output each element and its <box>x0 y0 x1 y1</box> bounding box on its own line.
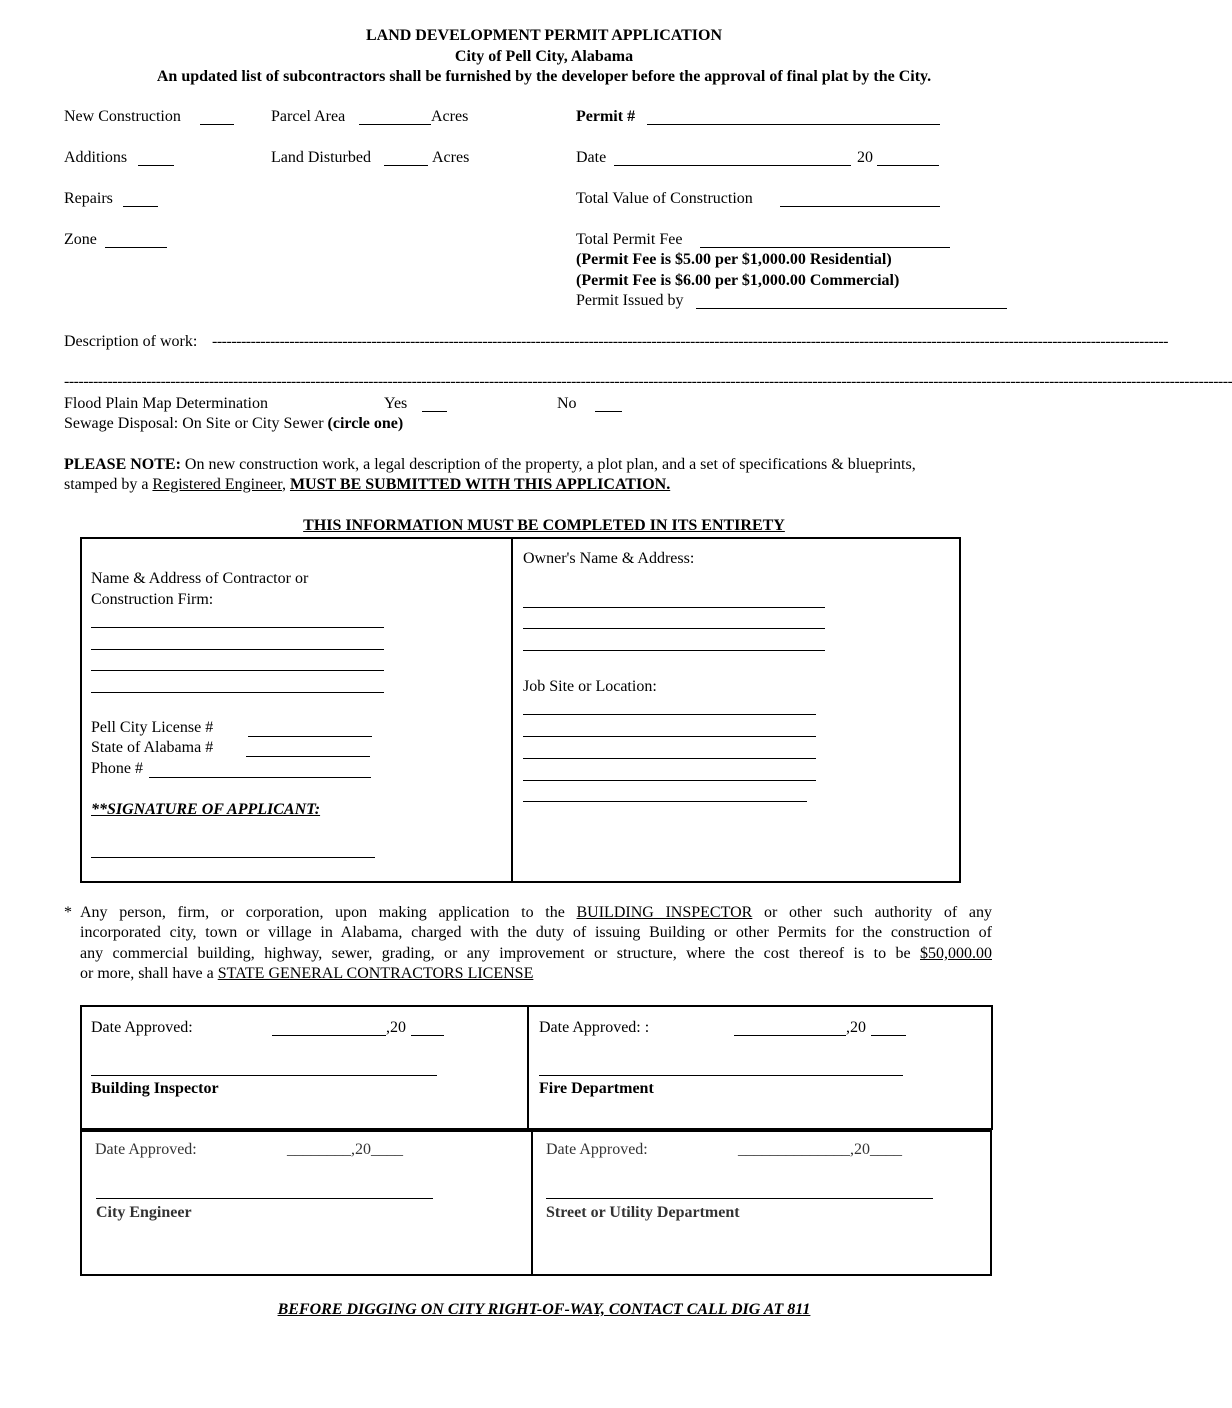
zone-field[interactable] <box>105 247 167 248</box>
job-site-line[interactable] <box>523 780 816 781</box>
disclaimer-line-1 <box>80 904 992 922</box>
building-inspector-text: BUILDING INSPECTOR <box>576 904 753 921</box>
info-box <box>80 537 961 883</box>
circle-one-label: (circle one) <box>327 415 404 432</box>
signature-label: **SIGNATURE OF APPLICANT: <box>91 801 321 818</box>
total-value-field[interactable] <box>780 206 940 207</box>
fee-commercial-note: (Permit Fee is $6.00 per $1,000.00 Commercial) <box>576 272 900 289</box>
description-line-1[interactable]: ------------------------------------------------------------------------------------------------------------------------------------------------------------------------------------------------------ <box>212 333 1168 350</box>
sewage-disposal-label: Sewage Disposal: On Site or City Sewer <box>64 415 324 432</box>
land-disturbed-field[interactable] <box>384 165 428 166</box>
sewage-disposal-line <box>64 415 403 433</box>
subcontractor-notice: An updated list of subcontractors shall be furnished by the developer before the approval of final plat by the City. <box>156 68 932 85</box>
description-of-work-label: Description of work: <box>64 333 198 350</box>
fire-year-field[interactable] <box>871 1035 906 1036</box>
date-year-field[interactable] <box>877 165 939 166</box>
flood-yes-field[interactable] <box>422 411 447 412</box>
description-line-2[interactable]: -------------------------------------------------------------------------------------------------------------------------------------------------------------------------------------------------------------------------------------------------- <box>64 373 1232 390</box>
call-dig-notice: BEFORE DIGGING ON CITY RIGHT-OF-WAY, CONTACT CALL DIG AT 811 <box>277 1301 811 1318</box>
must-submit-text: MUST BE SUBMITTED WITH THIS APPLICATION. <box>289 476 671 493</box>
parcel-acres-label: Acres <box>431 108 469 125</box>
job-site-line[interactable] <box>523 714 816 715</box>
state-license-label: State of Alabama # <box>91 739 214 756</box>
parcel-area-label: Parcel Area <box>271 108 346 125</box>
disclaimer-line-3 <box>80 945 992 963</box>
total-value-label: Total Value of Construction <box>576 190 753 207</box>
registered-engineer-text: Registered Engineer <box>152 476 282 493</box>
form-city: City of Pell City, Alabama <box>454 48 634 65</box>
total-permit-fee-field[interactable] <box>700 247 950 248</box>
owner-address-line[interactable] <box>523 607 825 608</box>
state-license-requirement: STATE GENERAL CONTRACTORS LICENSE <box>217 965 534 982</box>
date-year-prefix: 20 <box>857 149 873 166</box>
building-year-field[interactable] <box>411 1035 444 1036</box>
disclaimer-text-1b: or other such authority of any <box>752 904 993 921</box>
city-engineer-label: City Engineer <box>96 1204 192 1221</box>
fire-date-approved-label: Date Approved: : <box>539 1019 650 1036</box>
please-note-label: PLEASE NOTE: <box>64 456 181 473</box>
contractor-address-line[interactable] <box>91 649 384 650</box>
contractor-label-2: Construction Firm: <box>91 591 214 608</box>
new-construction-label: New Construction <box>64 108 181 125</box>
additions-label: Additions <box>64 149 128 166</box>
additions-field[interactable] <box>138 165 174 166</box>
flood-no-label: No <box>557 395 577 412</box>
building-date-approved-label: Date Approved: <box>91 1019 193 1036</box>
new-construction-field[interactable] <box>200 124 234 125</box>
flood-plain-label: Flood Plain Map Determination <box>64 395 268 412</box>
cost-threshold-text: $50,000.00 <box>920 945 992 962</box>
disclaimer-star: * <box>64 904 72 921</box>
fire-date-field[interactable] <box>734 1035 846 1036</box>
building-signature-line[interactable] <box>91 1075 437 1076</box>
job-site-line[interactable] <box>523 736 816 737</box>
fire-department-label: Fire Department <box>539 1080 654 1097</box>
pell-city-license-field[interactable] <box>248 736 372 737</box>
flood-yes-label: Yes <box>384 395 408 412</box>
phone-field[interactable] <box>149 777 371 778</box>
total-permit-fee-label: Total Permit Fee <box>576 231 683 248</box>
disclaimer-line-2: incorporated city, town or village in Alabama, charged with the duty of issuing Building or other Permits for the construction of <box>80 924 992 941</box>
please-note-text: On new construction work, a legal description of the property, a plot plan, and a set of specifications & blueprints, <box>180 456 916 473</box>
disclaimer-text-1a: Any person, firm, or corporation, upon making application to the <box>80 904 577 921</box>
please-note-comma: , <box>281 476 290 493</box>
fire-year-label: ,20 <box>846 1019 866 1036</box>
phone-label: Phone # <box>91 760 143 777</box>
disclaimer-text-4a: or more, shall have a <box>80 965 218 982</box>
permit-issued-by-label: Permit Issued by <box>576 292 684 309</box>
state-license-field[interactable] <box>246 756 370 757</box>
engineer-date-field[interactable]: ________,20____ <box>287 1141 403 1158</box>
date-field[interactable] <box>614 165 851 166</box>
contractor-address-line[interactable] <box>91 692 384 693</box>
disturbed-acres-label: Acres <box>432 149 470 166</box>
contractor-label-1: Name & Address of Contractor or <box>91 570 309 587</box>
parcel-area-field[interactable] <box>359 124 431 125</box>
approval-box-bottom-divider <box>531 1130 533 1276</box>
please-note-line-2 <box>64 476 670 494</box>
job-site-line[interactable] <box>523 758 816 759</box>
date-label: Date <box>576 149 607 166</box>
street-utility-label: Street or Utility Department <box>546 1204 740 1221</box>
building-year-label: ,20 <box>386 1019 406 1036</box>
disclaimer-line-4 <box>80 965 533 983</box>
building-inspector-label: Building Inspector <box>91 1080 219 1097</box>
engineer-date-approved-label: Date Approved: <box>95 1141 197 1158</box>
contractor-address-line[interactable] <box>91 670 384 671</box>
fire-signature-line[interactable] <box>539 1075 903 1076</box>
permit-issued-by-field[interactable] <box>696 308 1007 309</box>
permit-number-field[interactable] <box>647 124 940 125</box>
please-note-line-1 <box>64 456 916 474</box>
permit-number-label: Permit # <box>576 108 636 125</box>
disclaimer-text-3a: any commercial building, highway, sewer, grading, or any improvement or structure, where the cost thereof is to be <box>80 945 920 962</box>
repairs-label: Repairs <box>64 190 113 207</box>
signature-field[interactable] <box>91 857 375 858</box>
job-site-label: Job Site or Location: <box>523 678 657 695</box>
owner-label: Owner's Name & Address: <box>523 550 695 567</box>
info-section-heading: THIS INFORMATION MUST BE COMPLETED IN ITS ENTIRETY <box>303 517 785 534</box>
street-signature-line[interactable] <box>546 1198 933 1199</box>
street-date-approved-label: Date Approved: <box>546 1141 648 1158</box>
street-date-field[interactable]: ______________,20____ <box>738 1141 902 1158</box>
contractor-address-line[interactable] <box>91 627 384 628</box>
please-note-text-2: stamped by a <box>64 476 153 493</box>
owner-address-line[interactable] <box>523 650 825 651</box>
approval-box-top-divider <box>527 1005 529 1130</box>
repairs-field[interactable] <box>123 206 158 207</box>
fee-residential-note: (Permit Fee is $5.00 per $1,000.00 Residential) <box>576 251 892 268</box>
flood-no-field[interactable] <box>595 411 622 412</box>
job-site-line[interactable] <box>523 801 807 802</box>
zone-label: Zone <box>64 231 97 248</box>
owner-address-line[interactable] <box>523 628 825 629</box>
building-date-field[interactable] <box>272 1035 386 1036</box>
engineer-signature-line[interactable] <box>96 1198 433 1199</box>
info-box-divider <box>511 537 513 883</box>
form-title: LAND DEVELOPMENT PERMIT APPLICATION <box>365 27 723 44</box>
pell-city-license-label: Pell City License # <box>91 719 214 736</box>
land-disturbed-label: Land Disturbed <box>271 149 371 166</box>
